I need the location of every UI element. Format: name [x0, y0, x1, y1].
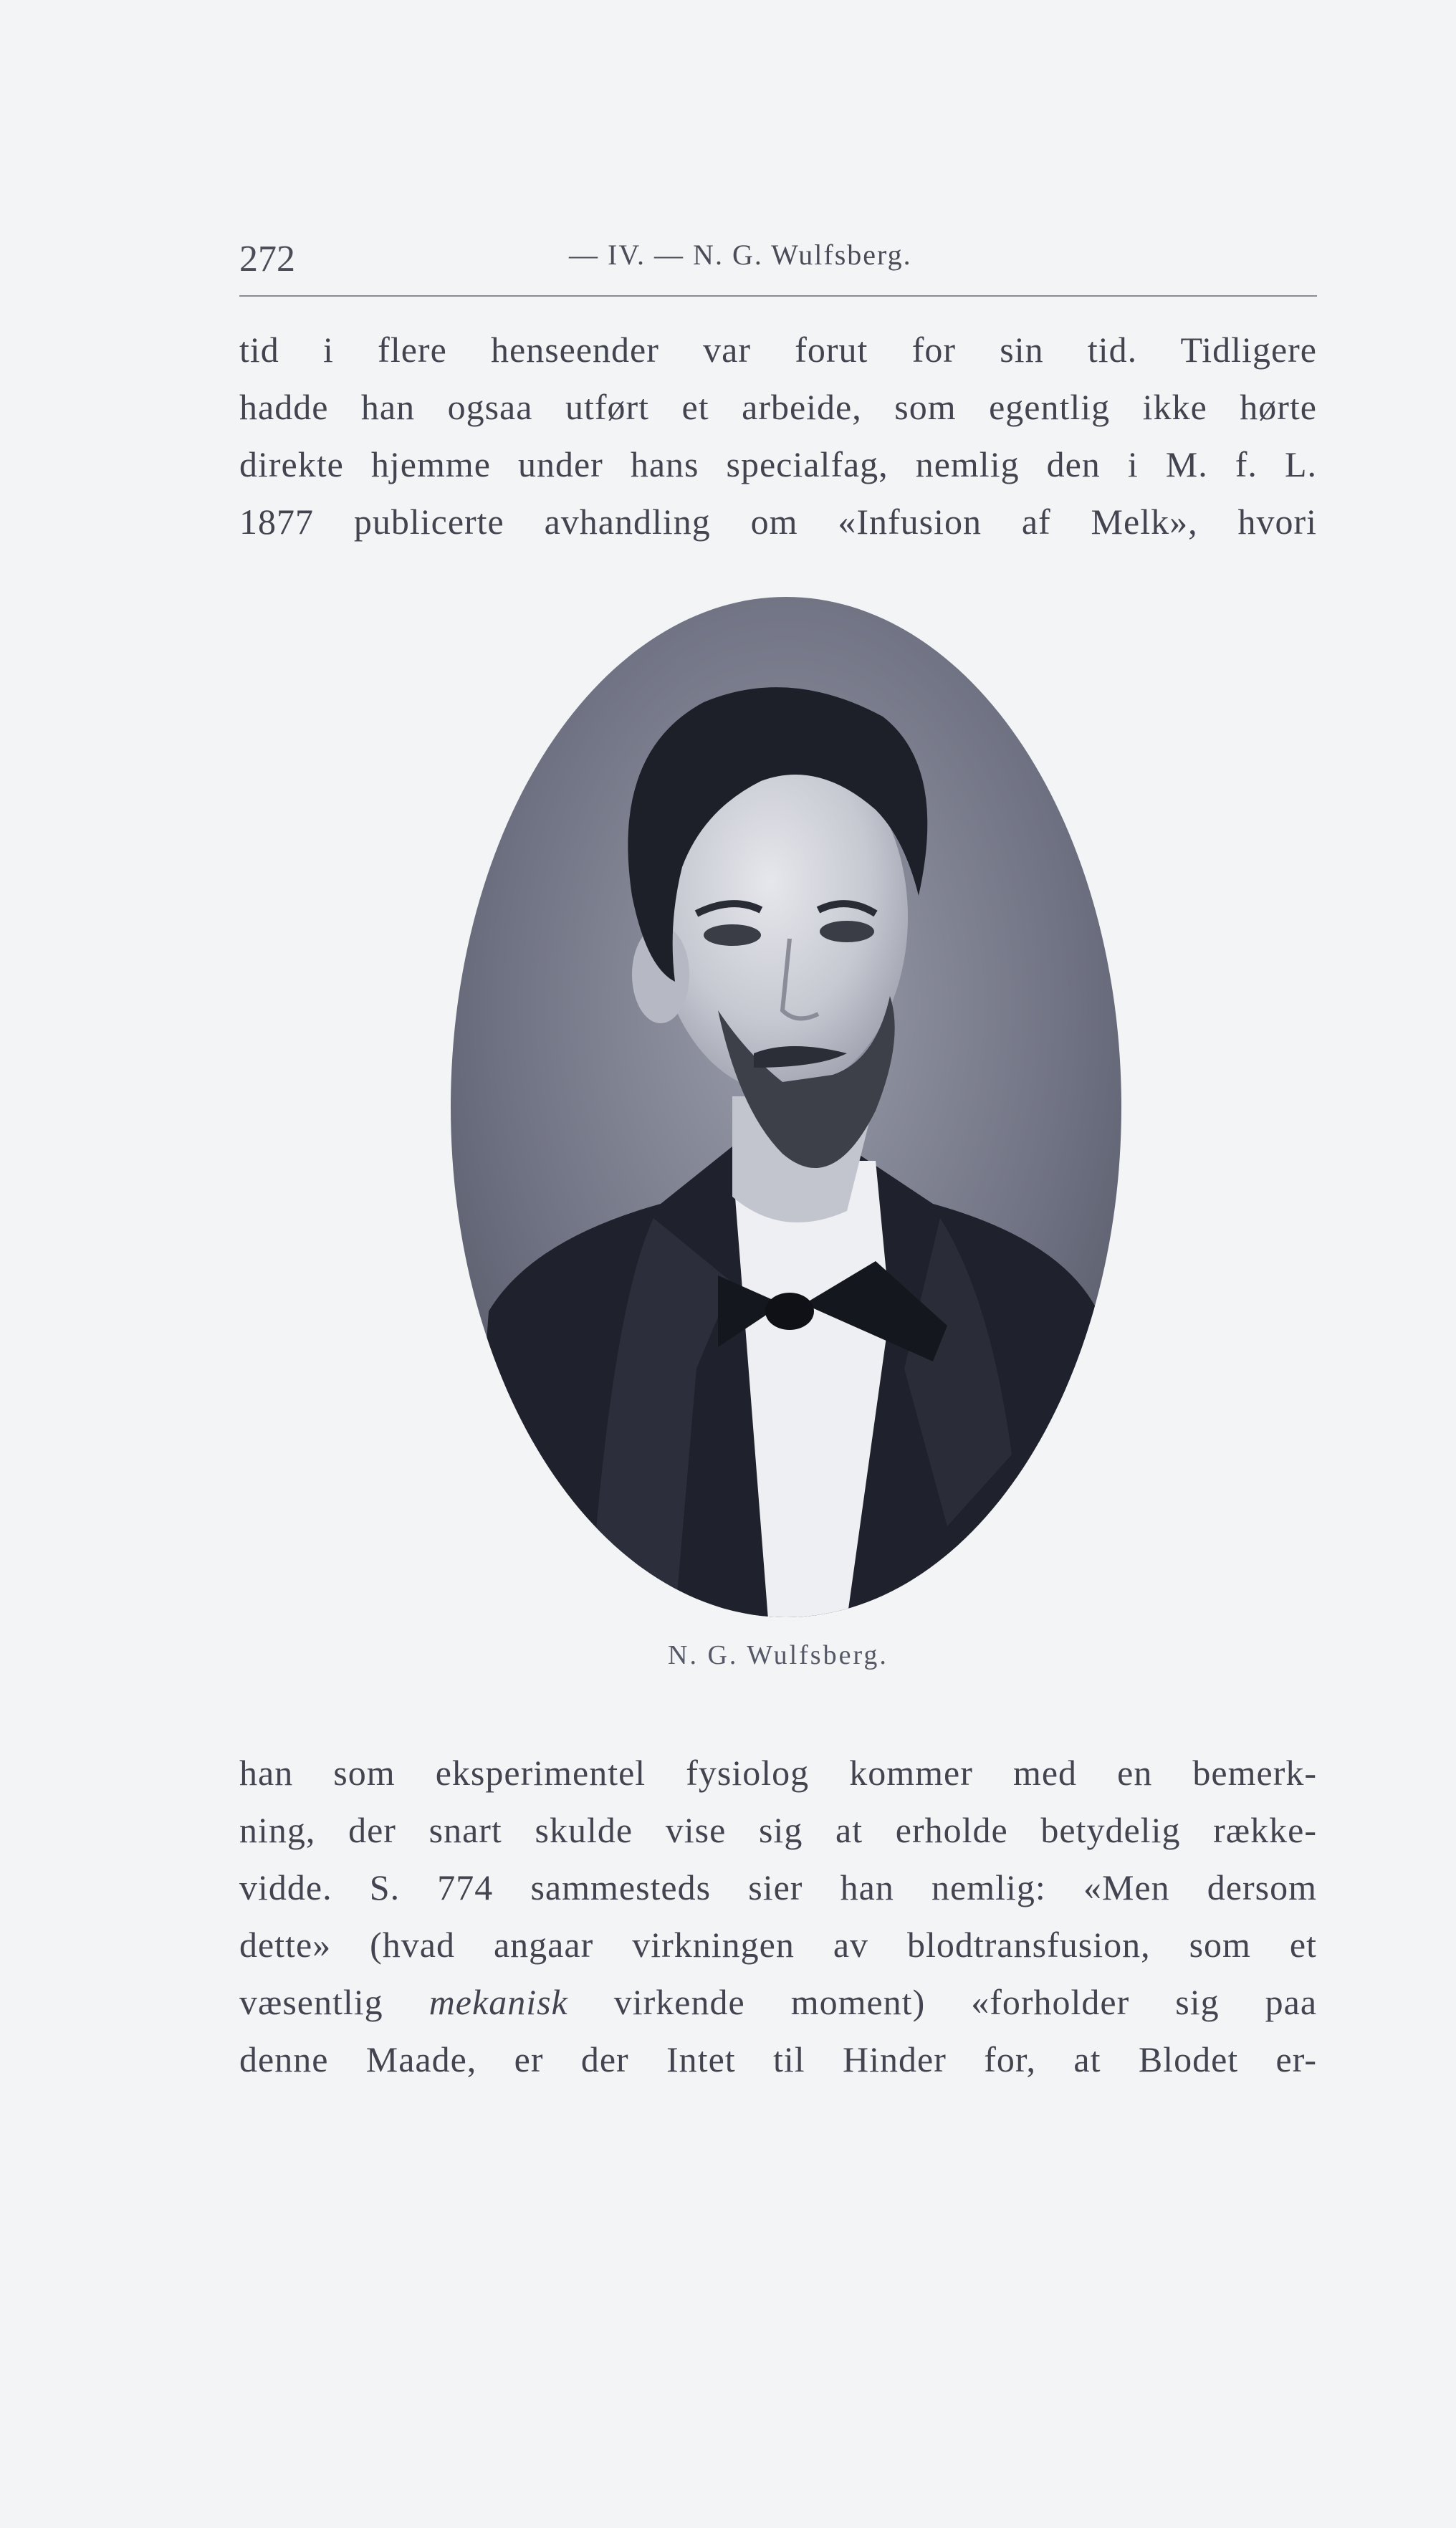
portrait-caption: N. G. Wulfsberg. [668, 1640, 889, 1670]
chapter-header: — IV. — N. G. Wulfsberg. [569, 239, 912, 271]
page-number: 272 [239, 239, 295, 279]
bottom-paragraph [239, 1744, 1317, 2088]
text-line: dette» (hvad angaar virkningen av blodtransfusion, som et [239, 1925, 1317, 1965]
text-segment: væsentlig [239, 1982, 383, 2022]
text-line: tid i flere henseender var forut for sin tid. Tidligere [239, 330, 1317, 370]
text-line: ning, der snart skulde vise sig at erholde betydelig række- [239, 1810, 1317, 1850]
text-line: denne Maade, er der Intet til Hinder for, at Blodet er- [239, 2039, 1317, 2079]
text-line: vidde. S. 774 sammesteds sier han nemlig: «Men dersom [239, 1867, 1317, 1907]
header-rule [239, 295, 1317, 297]
text-line: han som eksperimentel fysiolog kommer med en bemerk- [239, 1753, 1317, 1793]
emphasized-word: mekanisk [428, 1982, 568, 2022]
text-line: hadde han ogsaa utført et arbeide, som egentlig ikke hørte [239, 387, 1317, 427]
portrait-photo [446, 595, 1126, 1619]
top-paragraph [239, 321, 1317, 550]
running-head [239, 228, 1317, 285]
text-line: direkte hjemme under hans specialfag, nemlig den i M. f. L. [239, 444, 1317, 484]
text-line [239, 1973, 1317, 2031]
text-line: 1877 publicerte avhandling om «Infusion af Melk», hvori [239, 502, 1317, 542]
text-segment: virkende moment) «forholder sig paa [613, 1982, 1317, 2022]
